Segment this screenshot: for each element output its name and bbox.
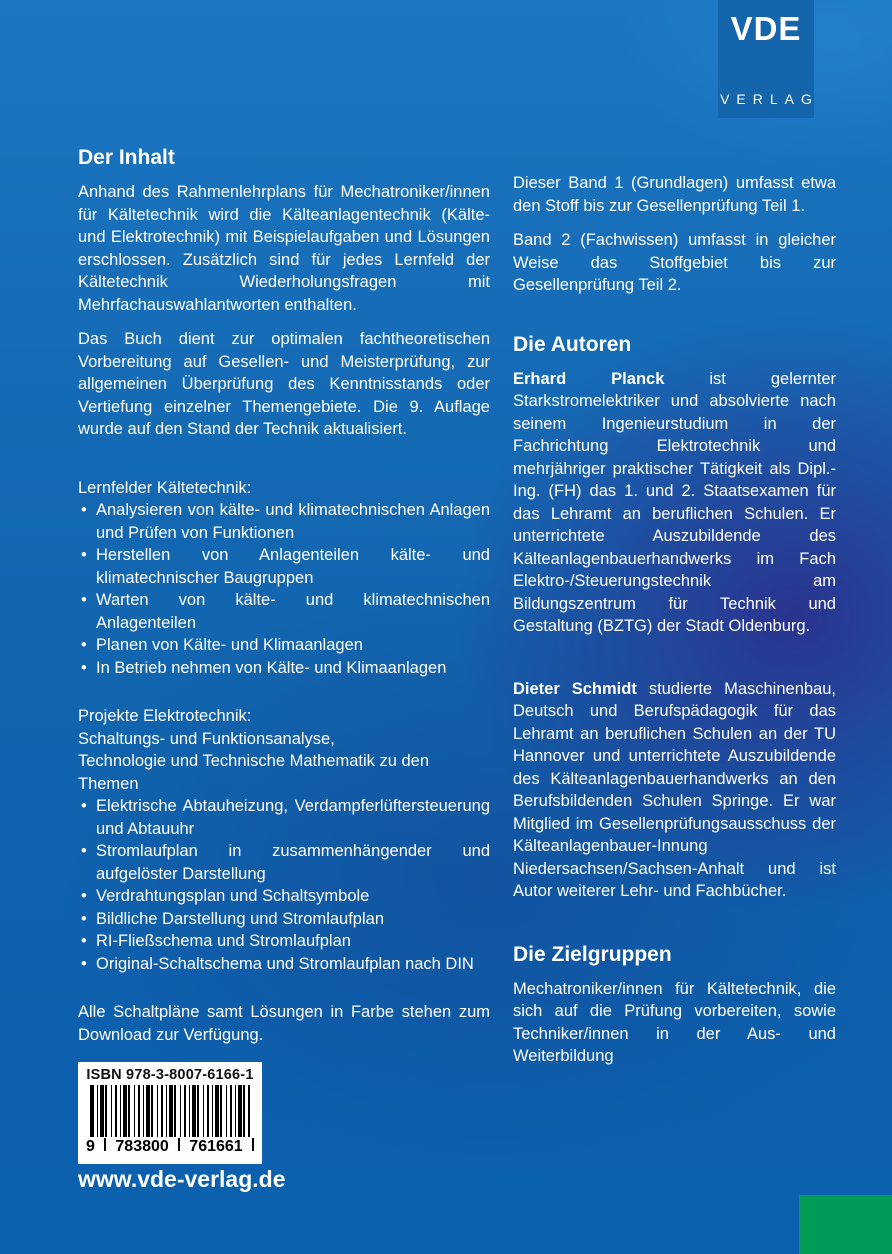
paragraph-band-2: Band 2 (Fachwissen) umfasst in gleicher Weise das Stoffgebiet bis zur Gesellenprüfung Teil 2. [513, 231, 836, 294]
author-bio-schmidt [513, 678, 836, 903]
list-title-projekte-3: Technologie und Technische Mathematik zu den Themen [78, 752, 430, 793]
spacer [78, 453, 490, 477]
list-projekte [78, 795, 490, 975]
list-title-lernfelder: Lernfelder Kältetechnik: [78, 478, 252, 497]
list-item: • Warten von kälte- und klimatechnischen Anlagenteilen [78, 589, 490, 634]
ean-digits [86, 1138, 254, 1156]
paragraph-inhalt-2: Das Buch dient zur optimalen fachtheoretischen Vorbereitung auf Gesellen- und Meisterprüfung, zur allgemeinen Überprüfung des Kenntnisstands oder Vertiefung einzelner Themengebiete. Die 9. Auflage wurde auf den Stand der Technik aktualisiert. [78, 330, 490, 438]
list-lernfelder [78, 499, 490, 679]
barcode-bars [90, 1085, 250, 1137]
section-heading-zielgruppen: Die Zielgruppen [513, 942, 672, 966]
barcode-guard [104, 1138, 106, 1151]
barcode-guard [178, 1138, 180, 1151]
list-item: • Analysieren von kälte- und klimatechnischen Anlagen und Prüfen von Funktionen [78, 499, 490, 544]
list-item: • In Betrieb nehmen von Kälte- und Klimaanlagen [78, 657, 490, 680]
paragraph-inhalt-1: Anhand des Rahmenlehrplans für Mechatroniker/innen für Kältetechnik wird die Kälteanlagentechnik (Kälte- und Elektrotechnik) mit Beispielaufgaben und Lösungen erschlossen. Zusätzlich sind für jedes Lernfeld der Kältetechnik Wiederholungsfragen mit Mehrfachauswahlantworten enthalten. [78, 183, 490, 314]
publisher-website: www.vde-verlag.de [78, 1166, 286, 1192]
spacer [78, 987, 490, 1001]
paragraph-download-note: Alle Schaltpläne samt Lösungen in Farbe stehen zum Download zur Verfügung. [78, 1003, 490, 1044]
content-column-left [78, 146, 490, 1058]
paragraph-zielgruppen: Mechatroniker/innen für Kältetechnik, die sich auf die Prüfung vorbereiten, sowie Techniker/innen in der Aus- und Weiterbildung [513, 979, 836, 1065]
green-corner-accent [799, 1195, 892, 1254]
isbn-barcode [78, 1062, 262, 1164]
spacer [78, 691, 490, 705]
ean-digit-group: 761661 [189, 1138, 243, 1155]
author-bio-planck [513, 368, 836, 638]
list-title-projekte-1: Projekte Elektrotechnik: [78, 707, 252, 725]
ean-digit-group: 9 [86, 1138, 95, 1155]
list-item: • Planen von Kälte- und Klimaanlagen [78, 634, 490, 657]
author-text-planck: ist gelernter Starkstromelektriker und absolvierte nach seinem Ingenieurstudium in der Fachrichtung Elektrotechnik und mehrjähriger praktischer Tätigkeit als Dipl.-Ing. (FH) das 1. und 2. Staatsexamen für das Lehramt an beruflichen Schulen. Er unterrichtete Auszubildende des Kälteanlagenbauerhandwerks im Fach Elektro-/Steuerungstechnik am Bildungszentrum für Technik und Gestaltung (BZTG) der Stadt Oldenburg. [513, 369, 837, 635]
spacer [513, 654, 836, 678]
spacer [513, 309, 836, 333]
author-name-schmidt: Dieter Schmidt [513, 679, 637, 698]
list-item: • RI-Fließschema und Stromlaufplan [78, 930, 490, 953]
isbn-label: ISBN 978-3-8007-6166-1 [86, 1067, 254, 1083]
list-item: • Bildliche Darstellung und Stromlaufplan [78, 908, 490, 931]
author-text-schmidt: studierte Maschinenbau, Deutsch und Berufspädagogik für das Lehramt an beruflichen Schulen an der TU Hannover und unterrichtete Auszubildende des Kälteanlagenbauerhandwerks an den Berufsbildenden Schulen Springe. Er war Mitglied im Gesellenprüfungsausschuss der Kälteanlagenbauer-Innung Niedersachsen/Sachsen-Anhalt und ist Autor weiterer Lehr- und Fachbücher. [513, 679, 836, 900]
list-title-projekte-2: Schaltungs- und Funktionsanalyse, [78, 729, 335, 748]
barcode-guard [252, 1138, 254, 1151]
ean-digit-group: 783800 [115, 1138, 169, 1155]
list-item: • Elektrische Abtauheizung, Verdampferlüftersteuerung und Abtauuhr [78, 795, 490, 840]
vde-logo-text: VDE [730, 10, 802, 47]
list-item: • Original-Schaltschema und Stromlaufplan nach DIN [78, 953, 490, 976]
content-column-right [513, 172, 836, 1080]
author-name-planck: Erhard Planck [513, 369, 665, 388]
vde-logo [718, 0, 819, 118]
list-item: • Herstellen von Anlagenteilen kälte- und klimatechnischer Baugruppen [78, 544, 490, 589]
paragraph-band-1: Dieser Band 1 (Grundlagen) umfasst etwa den Stoff bis zur Gesellenprüfung Teil 1. [513, 174, 836, 215]
vde-verlag-text: VERLAG [720, 91, 819, 107]
section-heading-inhalt: Der Inhalt [78, 146, 175, 169]
list-item: • Verdrahtungsplan und Schaltsymbole [78, 885, 490, 908]
section-heading-autoren: Die Autoren [513, 332, 632, 356]
list-item: • Stromlaufplan in zusammenhängender und aufgelöster Darstellung [78, 840, 490, 885]
spacer [513, 919, 836, 943]
